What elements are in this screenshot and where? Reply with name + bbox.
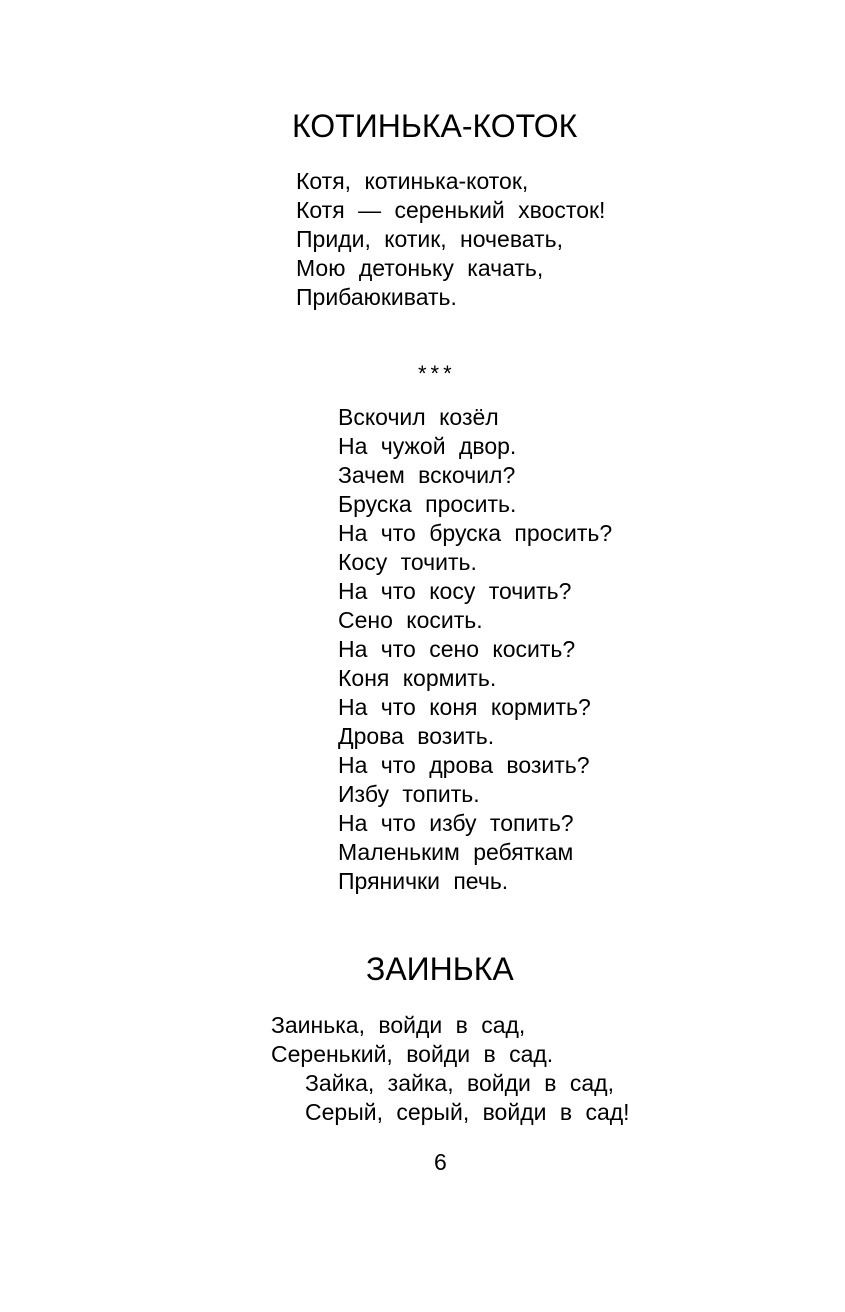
verse-line: На что косу точить?: [338, 578, 572, 604]
poem-verse-vskochil-kozel: [338, 403, 612, 896]
verse-line: Приди, котик, ночевать,: [296, 226, 563, 252]
verse-line: На что коня кормить?: [338, 694, 591, 720]
verse-line: Коня кормить.: [338, 665, 497, 691]
verse-line: Мою детоньку качать,: [296, 255, 544, 281]
verse-line: На что избу топить?: [338, 810, 574, 836]
poem-title-zainka: ЗАИНЬКА: [366, 951, 514, 987]
page-number: 6: [434, 1149, 447, 1175]
verse-line: Вскочил козёл: [338, 404, 499, 430]
verse-line: Косу точить.: [338, 549, 477, 575]
verse-line: На что бруска просить?: [338, 520, 613, 546]
verse-line: Бруска просить.: [338, 491, 517, 517]
section-separator-asterisks: ***: [418, 361, 456, 386]
poem-verse-zainka: [271, 1011, 630, 1127]
verse-line: Серенький, войди в сад.: [271, 1041, 554, 1067]
verse-line: Дрова возить.: [338, 723, 495, 749]
verse-line: Маленьким ребяткам: [338, 839, 574, 865]
verse-line: Избу топить.: [338, 781, 480, 807]
verse-line: Прибаюкивать.: [296, 284, 457, 310]
verse-line-indented: Серый, серый, войди в сад!: [305, 1099, 630, 1125]
verse-line: На чужой двор.: [338, 433, 517, 459]
verse-line: Прянички печь.: [338, 868, 509, 894]
verse-line: Сено косить.: [338, 607, 483, 633]
verse-line: На что сено косить?: [338, 636, 576, 662]
verse-line: Зачем вскочил?: [338, 462, 516, 488]
verse-line-indented: Зайка, зайка, войди в сад,: [305, 1070, 614, 1096]
verse-line: Заинька, войди в сад,: [271, 1012, 526, 1038]
verse-line: Котя, котинька-коток,: [296, 168, 529, 194]
poem-title-kotinka-kotok: КОТИНЬКА-КОТОК: [292, 108, 578, 144]
poem-verse-kotinka-kotok: [296, 167, 605, 312]
verse-line: Котя — серенький хвосток!: [296, 197, 606, 223]
verse-line: На что дрова возить?: [338, 752, 590, 778]
